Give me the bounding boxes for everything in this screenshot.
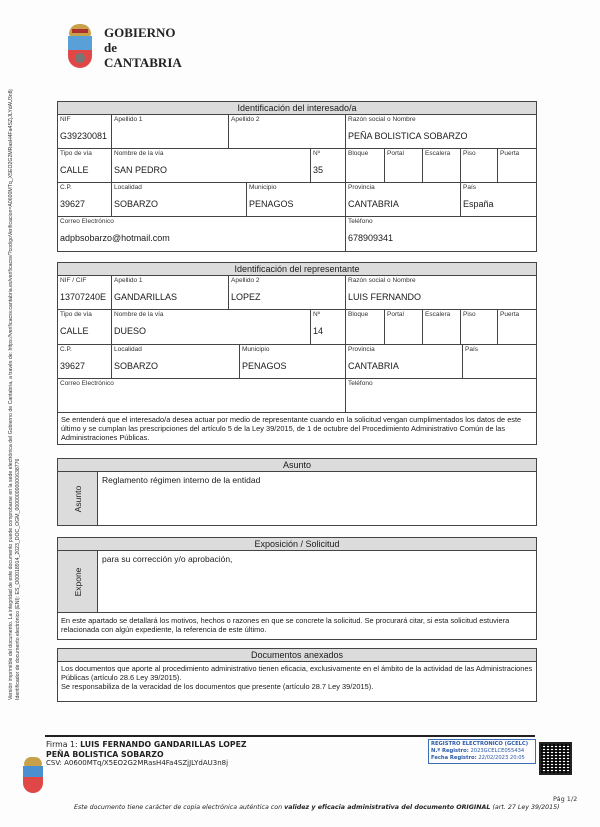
brand-line-1: GOBIERNO [104, 24, 176, 40]
section-title: Documentos anexados [58, 649, 536, 662]
verification-side-text [8, 40, 22, 700]
exposicion-note: En este apartado se detallará los motivos, hechos o razones en que se concrete la solicitud. Se procurará citar, si esta solicitud estuviera relacionada con algún expediente, la referencia de este último. [61, 616, 510, 634]
brand-line-3: CANTABRIA [104, 54, 182, 70]
cantabria-coat-of-arms-small-icon [22, 757, 44, 795]
nombre-via-field: Nombre de la vía SAN PEDRO [112, 149, 311, 182]
nif-field: NIF / CIF 13707240E [58, 276, 112, 309]
cantabria-coat-of-arms-icon [66, 24, 94, 70]
cp-field: C.P. 39627 [58, 183, 112, 216]
expone-side-label: Expone [58, 551, 98, 612]
brand-name [104, 25, 182, 70]
pais-field: País [465, 346, 479, 353]
authenticity-note-pre: Este documento tiene carácter de copia electrónica auténtica con [74, 804, 285, 811]
asunto-text: Reglamento régimen interno de la entidad [102, 475, 261, 485]
authenticity-note-bold: validez y eficacia administrativa del documento ORIGINAL [284, 804, 491, 811]
localidad-field: Localidad SOBARZO [112, 183, 247, 216]
qr-code-icon [539, 742, 572, 775]
piso-field: Piso [461, 310, 498, 344]
apellido2-field: Apellido 2 [229, 115, 346, 148]
registro-stamp [428, 739, 536, 764]
provincia-field: Provincia CANTABRIA [346, 345, 463, 378]
escalera-field: Escalera [423, 310, 461, 344]
eni-identifier-line: Identificador de documento electrónico (ENI): ES_O00018914_2023_DOC_OGM_000000000000638776 [15, 458, 21, 700]
authenticity-note [74, 804, 560, 811]
pais-field: País España [463, 184, 494, 209]
bloque-field: Bloque [346, 310, 385, 344]
razon-social-field: Razón social o Nombre PEÑA BOLISTICA SOBARZO [348, 116, 468, 141]
signature-block [46, 740, 247, 769]
csv-code: CSV: A0600MTq/X5EO2G2MRasH4Fa4SZjJLYdAU3n8j [46, 759, 229, 767]
documentos-section [57, 648, 537, 702]
puerta-field: Puerta [500, 311, 520, 318]
authenticity-note-post: (art. 27 Ley 39/2015) [490, 804, 560, 811]
registro-date: 22/02/2023 20:05 [478, 755, 525, 761]
municipio-field: Municipio PENAGOS [240, 345, 346, 378]
apellido1-field: Apellido 1 GANDARILLAS [112, 276, 229, 309]
nif-field: NIF G39230081 [58, 115, 112, 148]
representante-section [57, 262, 537, 445]
interesado-section [57, 101, 537, 252]
documentos-line-2: Se responsabiliza de la veracidad de los documentos que presente (artículo 28.7 Ley 39/2015). [61, 682, 374, 691]
tipo-via-field: Tipo de vía CALLE [58, 149, 112, 182]
municipio-field: Municipio PENAGOS [247, 183, 346, 216]
representante-legal-note: Se entenderá que el interesado/a desea actuar por medio de representante cuando en la solicitud vengan cumplimentados los datos de este último y se cumplan las prescripciones del artículo 5 de la Ley 39/2015, de 1 de octubre del Procedimiento Administrativo Común de las Administraciones Públicas. [61, 415, 522, 442]
firma-name: LUIS FERNANDO GANDARILLAS LOPEZ [80, 740, 247, 749]
registro-fecha-label: Fecha Registro: [431, 755, 477, 761]
telefono-field: Teléfono 678909341 [348, 218, 394, 243]
numero-field: Nº 14 [311, 310, 346, 344]
portal-field: Portal [385, 310, 423, 344]
provincia-field: Provincia CANTABRIA [346, 183, 461, 216]
exposicion-section [57, 537, 537, 640]
asunto-side-label: Asunto [58, 472, 98, 525]
header [66, 24, 182, 70]
registro-number: 2023GCELCE055434 [470, 748, 525, 754]
page-number: Pág 1/2 [553, 795, 578, 803]
footer-divider [45, 735, 535, 737]
telefono-field: Teléfono [348, 380, 373, 387]
apellido2-field: Apellido 2 LOPEZ [229, 276, 346, 309]
portal-field: Portal [385, 149, 423, 182]
nombre-via-field: Nombre de la vía DUESO [112, 310, 311, 344]
email-field: Correo Electrónico [58, 379, 346, 412]
tipo-via-field: Tipo de vía CALLE [58, 310, 112, 344]
numero-field: Nº 35 [311, 149, 346, 182]
bloque-field: Bloque [346, 149, 385, 182]
documentos-line-1: Los documentos que aporte al procedimiento administrativo tienen eficacia, exclusivamente en el ámbito de la actividad de las Administraciones Públicas (artículo 28.6 Ley 39/2015). [61, 664, 533, 682]
section-title: Exposición / Solicitud [58, 538, 536, 551]
verification-line: Versión imprimible del documento. La integridad de este documento puede comprobarse en la sede electrónica del Gobierno de Cantabria, a través de: https://verificacsv.cantabria.es/verificacsv/?codigoVerificacion=A0600MTq_X5EO2G2MRasH4Fa4SZjJLYdAU3n8j [8, 89, 14, 700]
documentos-text [58, 662, 536, 701]
firma-entity: PEÑA BOLISTICA SOBARZO [46, 749, 164, 759]
apellido1-field: Apellido 1 [112, 115, 229, 148]
cp-field: C.P. 39627 [58, 345, 112, 378]
localidad-field: Localidad SOBARZO [112, 345, 240, 378]
expone-text: para su corrección y/o aprobación, [102, 554, 233, 564]
asunto-section [57, 458, 537, 526]
puerta-field: Puerta [500, 150, 520, 157]
escalera-field: Escalera [423, 149, 461, 182]
section-title: Identificación del representante [58, 263, 536, 276]
section-title: Identificación del interesado/a [58, 102, 536, 115]
razon-social-field: Razón social o Nombre LUIS FERNANDO [348, 277, 422, 302]
piso-field: Piso [461, 149, 498, 182]
brand-line-2: de [104, 39, 117, 55]
section-title: Asunto [58, 459, 536, 472]
email-field: Correo Electrónico adpbsobarzo@hotmail.com [58, 217, 346, 251]
firma-prefix: Firma 1: [46, 740, 81, 749]
registro-title: REGISTRO ELECTRONICO (GCELC) [431, 741, 529, 747]
registro-num-label: N.º Registro: [431, 748, 469, 754]
